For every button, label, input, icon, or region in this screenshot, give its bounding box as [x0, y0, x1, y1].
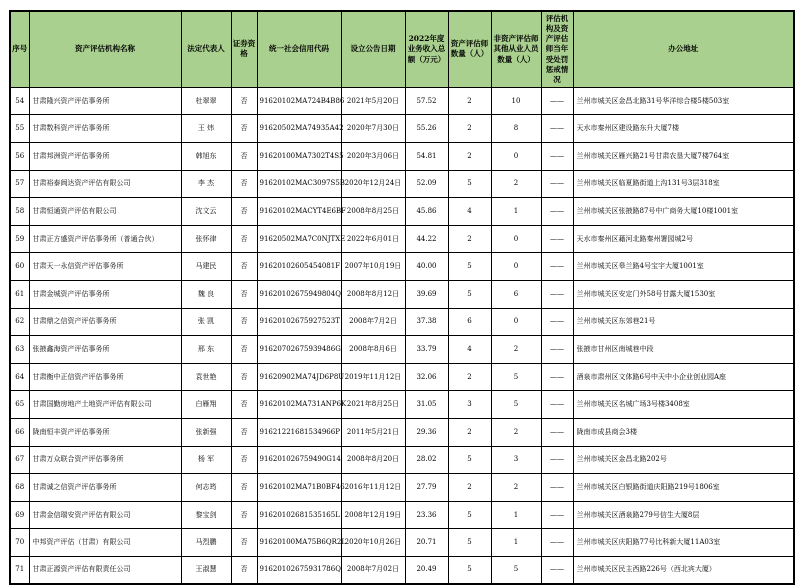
cell-rep: 白雁翔 [181, 391, 231, 419]
cell-announce-date: 2008年8月12日 [341, 281, 405, 309]
cell-announce-date: 2008年8月20日 [341, 446, 405, 474]
cell-no: 56 [10, 143, 29, 171]
cell-sec-qualification: 否 [231, 170, 257, 198]
cell-appraiser-count: 2 [448, 115, 491, 143]
cell-announce-date: 2008年7月2日 [341, 308, 405, 336]
cell-name: 甘肃金信瑞安资产评估有限公司 [29, 501, 181, 529]
cell-appraiser-count: 4 [448, 336, 491, 364]
table-row [10, 529, 794, 557]
cell-income: 27.79 [405, 474, 448, 502]
cell-announce-date: 2016年11月12日 [341, 474, 405, 502]
cell-staff-count: 2 [491, 474, 541, 502]
table-body [10, 87, 794, 584]
cell-announce-date: 2019年11月12日 [341, 363, 405, 391]
cell-credit-code: 91620902MA74JD6P8U [257, 363, 341, 391]
cell-no: 61 [10, 281, 29, 309]
cell-announce-date: 2021年8月25日 [341, 391, 405, 419]
cell-staff-count: 0 [491, 253, 541, 281]
cell-no: 71 [10, 556, 29, 584]
cell-income: 45.86 [405, 198, 448, 226]
cell-announce-date: 2020年10月26日 [341, 529, 405, 557]
cell-no: 59 [10, 225, 29, 253]
cell-rep: 魏 良 [181, 281, 231, 309]
cell-no: 60 [10, 253, 29, 281]
column-header-income: 2022年度业务收入总额（万元） [405, 11, 448, 87]
cell-no: 54 [10, 87, 29, 115]
table-row [10, 391, 794, 419]
cell-income: 39.69 [405, 281, 448, 309]
cell-name: 甘肃万众联合资产评估事务所 [29, 446, 181, 474]
cell-sec-qualification: 否 [231, 87, 257, 115]
column-header-rep: 法定代表人 [181, 11, 231, 87]
cell-name: 甘肃天一永信资产评估事务所 [29, 253, 181, 281]
cell-sec-qualification: 否 [231, 419, 257, 447]
cell-name: 甘肃金城资产评估事务所 [29, 281, 181, 309]
cell-staff-count: 6 [491, 281, 541, 309]
cell-income: 20.71 [405, 529, 448, 557]
cell-penalty: —— [541, 198, 573, 226]
cell-income: 57.52 [405, 87, 448, 115]
cell-penalty: —— [541, 556, 573, 584]
cell-staff-count: 2 [491, 336, 541, 364]
cell-appraiser-count: 5 [448, 446, 491, 474]
cell-credit-code: 91620102MAC3097S5B [257, 170, 341, 198]
cell-announce-date: 2020年3月06日 [341, 143, 405, 171]
cell-penalty: —— [541, 474, 573, 502]
cell-appraiser-count: 5 [448, 281, 491, 309]
cell-address: 兰州市城关区白银路街道庆阳路219号1806室 [573, 474, 794, 502]
cell-announce-date: 2008年7月02日 [341, 556, 405, 584]
table-row [10, 501, 794, 529]
column-header-appraiser-count: 资产评估师数量（人） [448, 11, 491, 87]
cell-sec-qualification: 否 [231, 501, 257, 529]
cell-credit-code: 91620102675949804Q [257, 281, 341, 309]
cell-announce-date: 2022年6月01日 [341, 225, 405, 253]
cell-no: 68 [10, 474, 29, 502]
cell-rep: 马建民 [181, 253, 231, 281]
cell-penalty: —— [541, 501, 573, 529]
cell-credit-code: 91620102MA71B0BF46 [257, 474, 341, 502]
cell-credit-code: 91620100MA7302T4S5 [257, 143, 341, 171]
column-header-penalty: 评估机构及资产评估师当年受处罚惩戒情况 [541, 11, 573, 87]
cell-staff-count: 3 [491, 446, 541, 474]
cell-staff-count: 5 [491, 391, 541, 419]
cell-no: 55 [10, 115, 29, 143]
header-row [10, 11, 794, 87]
cell-sec-qualification: 否 [231, 143, 257, 171]
cell-staff-count: 2 [491, 419, 541, 447]
cell-staff-count: 1 [491, 529, 541, 557]
table-row [10, 446, 794, 474]
cell-announce-date: 2007年10月19日 [341, 253, 405, 281]
cell-income: 40.00 [405, 253, 448, 281]
table-row [10, 198, 794, 226]
cell-credit-code: 91620102675927523T [257, 308, 341, 336]
cell-announce-date: 2020年7月30日 [341, 115, 405, 143]
cell-income: 28.02 [405, 446, 448, 474]
cell-penalty: —— [541, 143, 573, 171]
cell-name: 甘肃国勤房地产土地资产评估有限公司 [29, 391, 181, 419]
cell-name: 陇南恒丰资产评估事务所 [29, 419, 181, 447]
cell-no: 70 [10, 529, 29, 557]
cell-penalty: —— [541, 281, 573, 309]
cell-penalty: —— [541, 419, 573, 447]
cell-name: 甘肃恒通资产评估有限公司 [29, 198, 181, 226]
cell-income: 20.49 [405, 556, 448, 584]
cell-sec-qualification: 否 [231, 253, 257, 281]
cell-name: 甘肃正方盛资产评估事务所（普通合伙） [29, 225, 181, 253]
cell-address: 兰州市城关区名城广场3号楼3408室 [573, 391, 794, 419]
cell-credit-code: 91620102605454081F [257, 253, 341, 281]
cell-sec-qualification: 否 [231, 556, 257, 584]
table-row [10, 363, 794, 391]
cell-name: 中邦资产评估（甘肃）有限公司 [29, 529, 181, 557]
cell-address: 兰州市城关区东郊巷21号 [573, 308, 794, 336]
table-row [10, 225, 794, 253]
cell-address: 兰州市城关区酒泉路279号信生大厦8层 [573, 501, 794, 529]
cell-sec-qualification: 否 [231, 308, 257, 336]
cell-address: 兰州市城关区雁兴路21号甘肃农垦大厦7楼764室 [573, 143, 794, 171]
cell-no: 69 [10, 501, 29, 529]
table-row [10, 87, 794, 115]
cell-credit-code: 91620702675939486G [257, 336, 341, 364]
cell-sec-qualification: 否 [231, 225, 257, 253]
table-row [10, 281, 794, 309]
cell-appraiser-count: 4 [448, 198, 491, 226]
table-row [10, 419, 794, 447]
cell-address: 兰州市城关区庆阳路77号比科新大厦11A03室 [573, 529, 794, 557]
cell-announce-date: 2008年8月6日 [341, 336, 405, 364]
cell-appraiser-count: 2 [448, 474, 491, 502]
cell-penalty: —— [541, 336, 573, 364]
cell-address: 陇南市成县商会3楼 [573, 419, 794, 447]
cell-staff-count: 10 [491, 87, 541, 115]
cell-no: 64 [10, 363, 29, 391]
cell-name: 甘肃鼎之信资产评估事务所 [29, 308, 181, 336]
cell-credit-code: 91620102MA724B4B86 [257, 87, 341, 115]
cell-penalty: —— [541, 115, 573, 143]
cell-name: 张掖鑫海资产评估事务所 [29, 336, 181, 364]
cell-rep: 韩旭东 [181, 143, 231, 171]
cell-rep: 张新强 [181, 419, 231, 447]
cell-address: 兰州市城关区金昌北路202号 [573, 446, 794, 474]
column-header-credit-code: 统一社会信用代码 [257, 11, 341, 87]
cell-no: 63 [10, 336, 29, 364]
cell-rep: 沈文云 [181, 198, 231, 226]
cell-appraiser-count: 2 [448, 363, 491, 391]
cell-credit-code: 91621221681534966P [257, 419, 341, 447]
cell-address: 兰州市城关区安定门外58号甘露大厦1530室 [573, 281, 794, 309]
table-row [10, 474, 794, 502]
cell-penalty: —— [541, 363, 573, 391]
table-row [10, 253, 794, 281]
cell-rep: 杜翠翠 [181, 87, 231, 115]
cell-penalty: —— [541, 529, 573, 557]
column-header-name: 资产评估机构名称 [29, 11, 181, 87]
cell-appraiser-count: 2 [448, 225, 491, 253]
cell-name: 甘肃邦洲资产评估事务所 [29, 143, 181, 171]
cell-credit-code: 91620102MA731ANP6K [257, 391, 341, 419]
cell-income: 29.36 [405, 419, 448, 447]
cell-rep: 黎宝剑 [181, 501, 231, 529]
appraisal-institutions-table [9, 10, 795, 585]
cell-income: 32.06 [405, 363, 448, 391]
table-row [10, 115, 794, 143]
column-header-address: 办公地址 [573, 11, 794, 87]
cell-appraiser-count: 2 [448, 143, 491, 171]
cell-address: 天水市秦州区藉河北路秦州署园城2号 [573, 225, 794, 253]
column-header-staff-count: 非资产评估师其他从业人员数量（人） [491, 11, 541, 87]
cell-penalty: —— [541, 446, 573, 474]
cell-penalty: —— [541, 308, 573, 336]
cell-name: 甘肃诚之信资产评估事务所 [29, 474, 181, 502]
cell-credit-code: 91620102MACYT4E6BF [257, 198, 341, 226]
cell-penalty: —— [541, 87, 573, 115]
cell-announce-date: 2021年5月20日 [341, 87, 405, 115]
cell-address: 兰州市城关区民主西路226号（西北宾大厦） [573, 556, 794, 584]
table-row [10, 308, 794, 336]
cell-rep: 何志筠 [181, 474, 231, 502]
cell-staff-count: 0 [491, 225, 541, 253]
cell-name: 甘肃裕泰阆达资产评估有限公司 [29, 170, 181, 198]
cell-address: 兰州市城关区张掖路87号中广商务大厦10楼1001室 [573, 198, 794, 226]
cell-address: 兰州市城关区临夏路街道上沟131号3层318室 [573, 170, 794, 198]
cell-rep: 马烈鹏 [181, 529, 231, 557]
column-header-no: 序号 [10, 11, 29, 87]
cell-no: 62 [10, 308, 29, 336]
cell-name: 甘肃数科资产评估事务所 [29, 115, 181, 143]
cell-income: 31.05 [405, 391, 448, 419]
cell-appraiser-count: 5 [448, 501, 491, 529]
cell-address: 兰州市城关区皋兰路4号宝宇大厦1001室 [573, 253, 794, 281]
cell-appraiser-count: 2 [448, 419, 491, 447]
cell-staff-count: 5 [491, 556, 541, 584]
cell-appraiser-count: 5 [448, 556, 491, 584]
cell-credit-code: 91620102675931786Q [257, 556, 341, 584]
cell-no: 66 [10, 419, 29, 447]
cell-rep: 邢 东 [181, 336, 231, 364]
cell-address: 天水市秦州区建设路东升大厦7楼 [573, 115, 794, 143]
cell-address: 张掖市甘州区南城巷中段 [573, 336, 794, 364]
cell-rep: 张怀律 [181, 225, 231, 253]
cell-income: 54.81 [405, 143, 448, 171]
cell-income: 52.09 [405, 170, 448, 198]
cell-rep: 杨 军 [181, 446, 231, 474]
cell-credit-code: 91620502MA7C0NJTXE [257, 225, 341, 253]
cell-rep: 李 杰 [181, 170, 231, 198]
cell-name: 甘肃正源资产评估有限责任公司 [29, 556, 181, 584]
cell-no: 65 [10, 391, 29, 419]
cell-penalty: —— [541, 225, 573, 253]
table-row [10, 143, 794, 171]
cell-appraiser-count: 5 [448, 253, 491, 281]
cell-staff-count: 2 [491, 170, 541, 198]
table-row [10, 336, 794, 364]
cell-income: 33.79 [405, 336, 448, 364]
cell-sec-qualification: 否 [231, 391, 257, 419]
cell-announce-date: 2020年12月24日 [341, 170, 405, 198]
cell-sec-qualification: 否 [231, 363, 257, 391]
cell-sec-qualification: 否 [231, 115, 257, 143]
cell-name: 甘肃衡中正信资产评估事务所 [29, 363, 181, 391]
cell-credit-code: 91620102681535165L [257, 501, 341, 529]
cell-staff-count: 0 [491, 308, 541, 336]
cell-staff-count: 8 [491, 115, 541, 143]
cell-staff-count: 1 [491, 501, 541, 529]
cell-rep: 张 凯 [181, 308, 231, 336]
cell-sec-qualification: 否 [231, 336, 257, 364]
cell-staff-count: 1 [491, 198, 541, 226]
cell-address: 兰州市城关区金昌北路31号华洋综合楼5楼503室 [573, 87, 794, 115]
cell-appraiser-count: 5 [448, 170, 491, 198]
cell-credit-code: 91620502MA74935A42 [257, 115, 341, 143]
cell-income: 23.36 [405, 501, 448, 529]
cell-address: 酒泉市肃州区文体路6号中天中小企业创业园A座 [573, 363, 794, 391]
cell-sec-qualification: 否 [231, 198, 257, 226]
cell-name: 甘肃隆兴资产评估事务所 [29, 87, 181, 115]
cell-no: 57 [10, 170, 29, 198]
cell-appraiser-count: 2 [448, 87, 491, 115]
table-row [10, 170, 794, 198]
cell-penalty: —— [541, 253, 573, 281]
table-row [10, 556, 794, 584]
cell-appraiser-count: 6 [448, 308, 491, 336]
cell-sec-qualification: 否 [231, 474, 257, 502]
cell-appraiser-count: 5 [448, 529, 491, 557]
cell-penalty: —— [541, 170, 573, 198]
cell-income: 55.26 [405, 115, 448, 143]
cell-staff-count: 5 [491, 363, 541, 391]
cell-rep: 袁世艳 [181, 363, 231, 391]
cell-rep: 王 炜 [181, 115, 231, 143]
cell-credit-code: 91620100MA75B6QR2L [257, 529, 341, 557]
cell-announce-date: 2008年8月25日 [341, 198, 405, 226]
cell-credit-code: 916201026759490G14 [257, 446, 341, 474]
cell-no: 67 [10, 446, 29, 474]
cell-income: 44.22 [405, 225, 448, 253]
cell-rep: 王淑慧 [181, 556, 231, 584]
cell-penalty: —— [541, 391, 573, 419]
cell-announce-date: 2011年5月21日 [341, 419, 405, 447]
cell-income: 37.38 [405, 308, 448, 336]
cell-sec-qualification: 否 [231, 281, 257, 309]
cell-staff-count: 0 [491, 143, 541, 171]
cell-appraiser-count: 3 [448, 391, 491, 419]
column-header-sec-qualification: 证券资格 [231, 11, 257, 87]
cell-sec-qualification: 否 [231, 446, 257, 474]
cell-announce-date: 2008年12月19日 [341, 501, 405, 529]
column-header-announce-date: 设立公告日期 [341, 11, 405, 87]
cell-no: 58 [10, 198, 29, 226]
cell-sec-qualification: 否 [231, 529, 257, 557]
